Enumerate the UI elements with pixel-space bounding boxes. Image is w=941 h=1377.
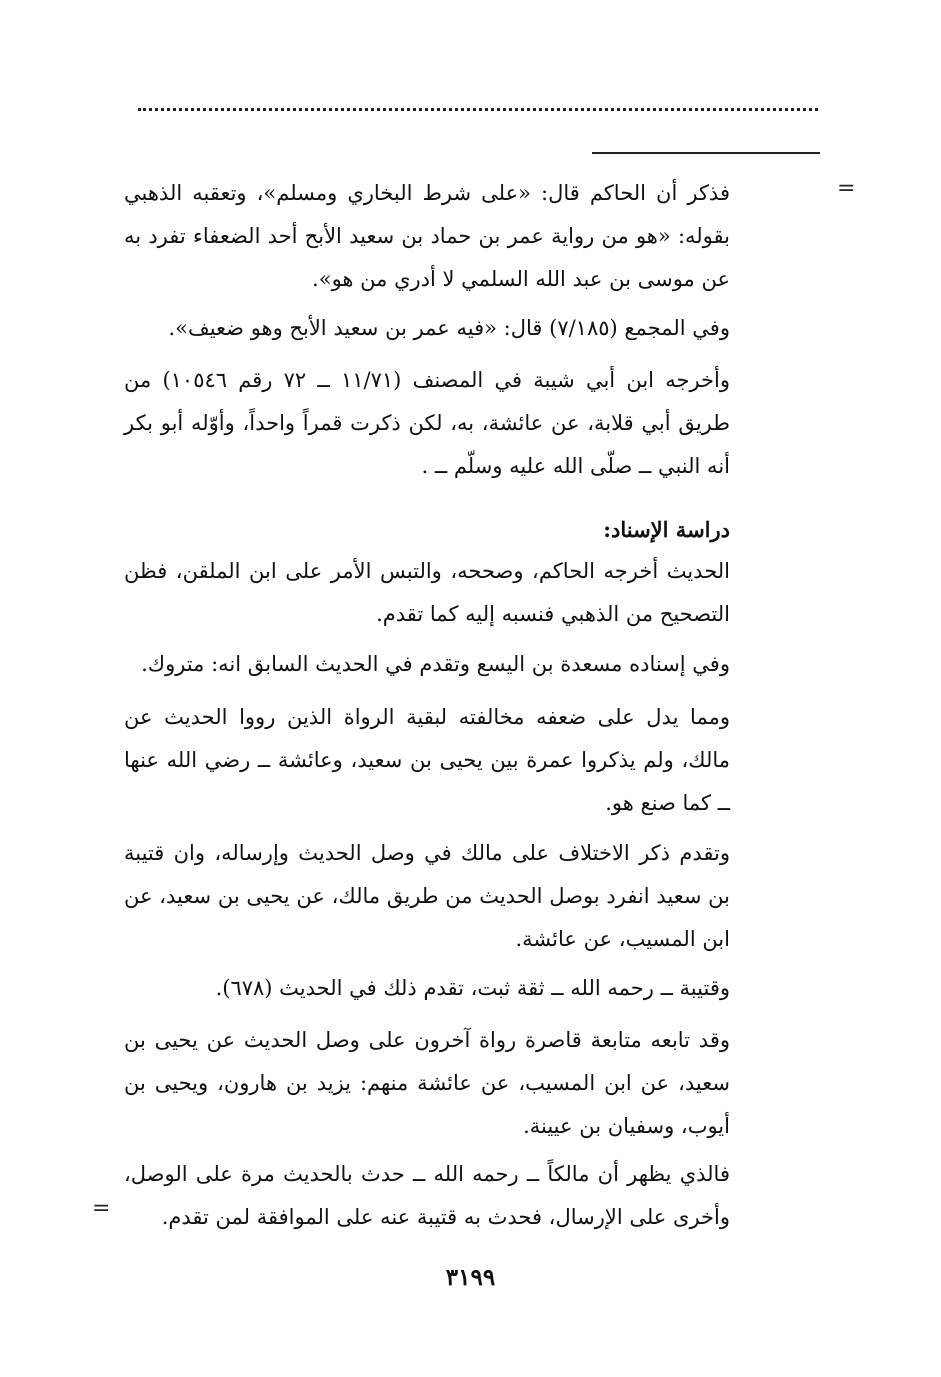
footnote-rule	[592, 152, 820, 154]
body-paragraph: وقتيبة ــ رحمه الله ــ ثقة ثبت، تقدم ذلك في الحديث (٦٧٨).	[215, 976, 730, 1000]
body-paragraph: وتقدم ذكر الاختلاف على مالك في وصل الحديث وإرساله، وان قتيبة بن سعيد انفرد بوصل الحديث من طريق مالك، عن يحيى بن سعيد، عن ابن المسيب، عن عائشة.	[124, 841, 730, 951]
section-heading: دراسة الإسناد:	[603, 517, 730, 542]
continuation-mark-bottom: =	[92, 1196, 111, 1221]
continuation-mark-top: =	[837, 176, 856, 201]
footnote-paragraph: فذكر أن الحاكم قال: «على شرط البخاري ومسلم»، وتعقبه الذهبي بقوله: «هو من رواية عمر بن حماد بن سعيد الأبح أحد الضعفاء تفرد به عن موسى بن عبد الله السلمي لا أدري من هو».	[124, 181, 730, 291]
body-paragraph: ومما يدل على ضعفه مخالفته لبقية الرواة الذين رووا الحديث عن مالك، ولم يذكروا عمرة بين يحيى بن سعيد، وعائشة ــ رضي الله عنها ــ كما صنع هو.	[124, 705, 730, 815]
footnote-paragraph: وفي المجمع (٧/١٨٥) قال: «فيه عمر بن سعيد الأبح وهو ضعيف».	[168, 316, 730, 340]
page-number: ٣١٩٩	[445, 1264, 496, 1291]
body-paragraph: وفي إسناده مسعدة بن اليسع وتقدم في الحديث السابق انه: متروك.	[141, 652, 730, 676]
body-paragraph: وقد تابعه متابعة قاصرة رواة آخرون على وصل الحديث عن يحيى بن سعيد، عن ابن المسيب، عن عائشة منهم: يزيد بن هارون، ويحيى بن أيوب، وسفيان بن عيينة.	[124, 1028, 730, 1138]
body-paragraph: فالذي يظهر أن مالكاً ــ رحمه الله ــ حدث بالحديث مرة على الوصل، وأخرى على الإرسال، فحدث به قتيبة عنه على الموافقة لمن تقدم.	[124, 1162, 730, 1229]
body-paragraph: الحديث أخرجه الحاكم، وصححه، والتبس الأمر على ابن الملقن، فظن التصحيح من الذهبي فنسبه إليه كما تقدم.	[124, 559, 730, 626]
footnote-paragraph: وأخرجه ابن أبي شيبة في المصنف (١١/٧١ ــ ٧٢ رقم ١٠٥٤٦) من طريق أبي قلابة، عن عائشة، به، لكن ذكرت قمراً واحداً، وأوّله أبو بكر أنه النبي ــ صلّى الله عليه وسلّم ــ .	[124, 368, 731, 478]
dotted-separator	[138, 108, 818, 111]
